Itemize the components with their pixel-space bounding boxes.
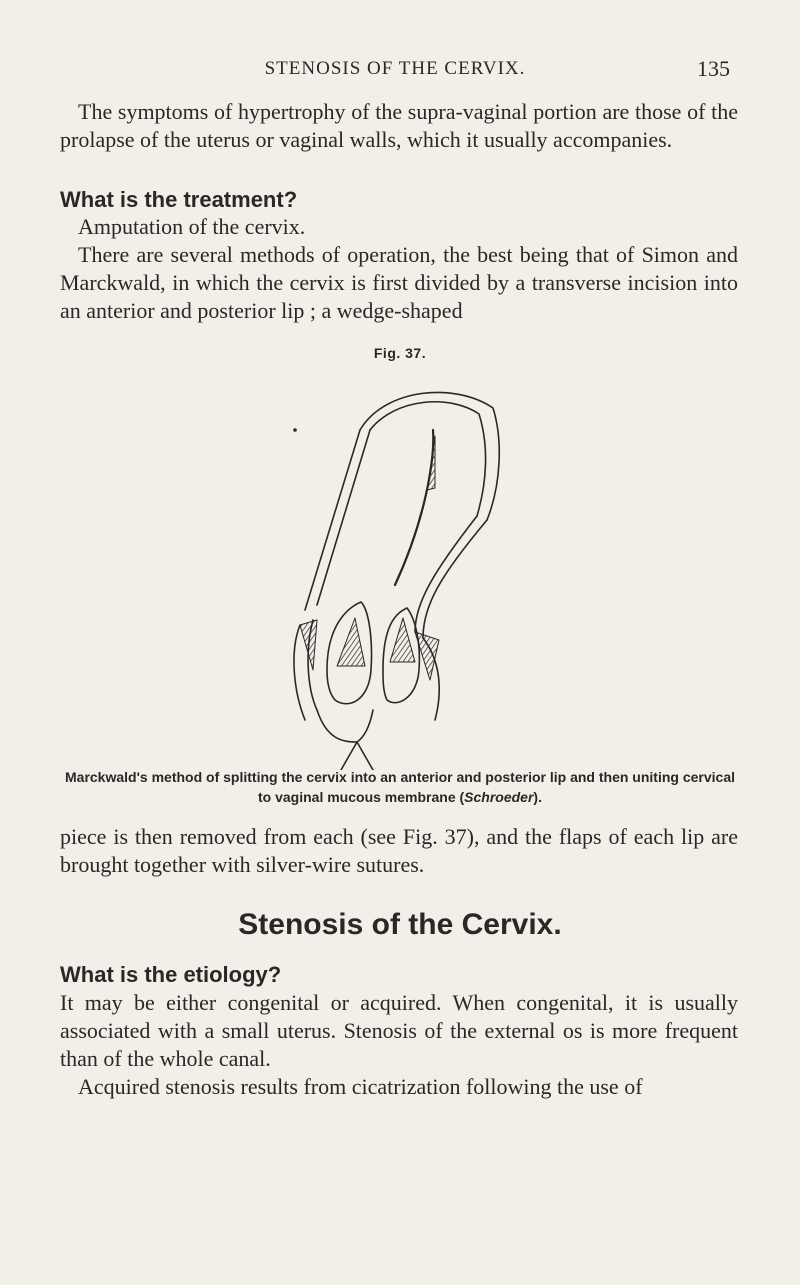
paragraph-acquired: Acquired stenosis results from cicatrization following the use of — [78, 1074, 643, 1099]
caption-author: Schroeder — [464, 789, 534, 805]
paragraph-symptoms: The symptoms of hypertrophy of the supra-vaginal portion are those of the prolapse of the uterus or vaginal walls, which it usually accompanies. — [60, 99, 738, 152]
page-header — [60, 56, 730, 86]
paragraph-wedge-piece: piece is then removed from each (see Fig. 37), and the flaps of each lip are brought together with silver-wire sutures. — [60, 824, 738, 877]
question-treatment: What is the treatment? — [60, 187, 298, 212]
section-title-stenosis: Stenosis of the Cervix. — [238, 908, 562, 941]
caption-main-text: Marckwald's method of splitting the cervix into an anterior and posterior lip and then uniting cervical to vaginal mucous membrane ( — [65, 769, 735, 805]
question-etiology: What is the etiology? — [60, 962, 282, 987]
page-number: 135 — [697, 56, 730, 81]
paragraph-congenital: It may be either congenital or acquired. When congenital, it is usually associated with a small uterus. Stenosis of the external os is more frequent than of the whole canal. — [60, 990, 738, 1071]
figure-label: Fig. 37. — [373, 345, 427, 361]
figure-37-illustration — [265, 370, 515, 770]
paragraph-methods: There are several methods of operation, the best being that of Simon and Marckwald, in which the cervix is first divided by a transverse incision into an anterior and posterior lip ; a wedge-shaped — [60, 242, 738, 323]
figure-caption — [60, 767, 740, 807]
paragraph-amputation: Amputation of the cervix. — [78, 214, 306, 239]
caption-end: ). — [533, 789, 542, 805]
running-title: STENOSIS OF THE CERVIX. — [264, 58, 526, 79]
